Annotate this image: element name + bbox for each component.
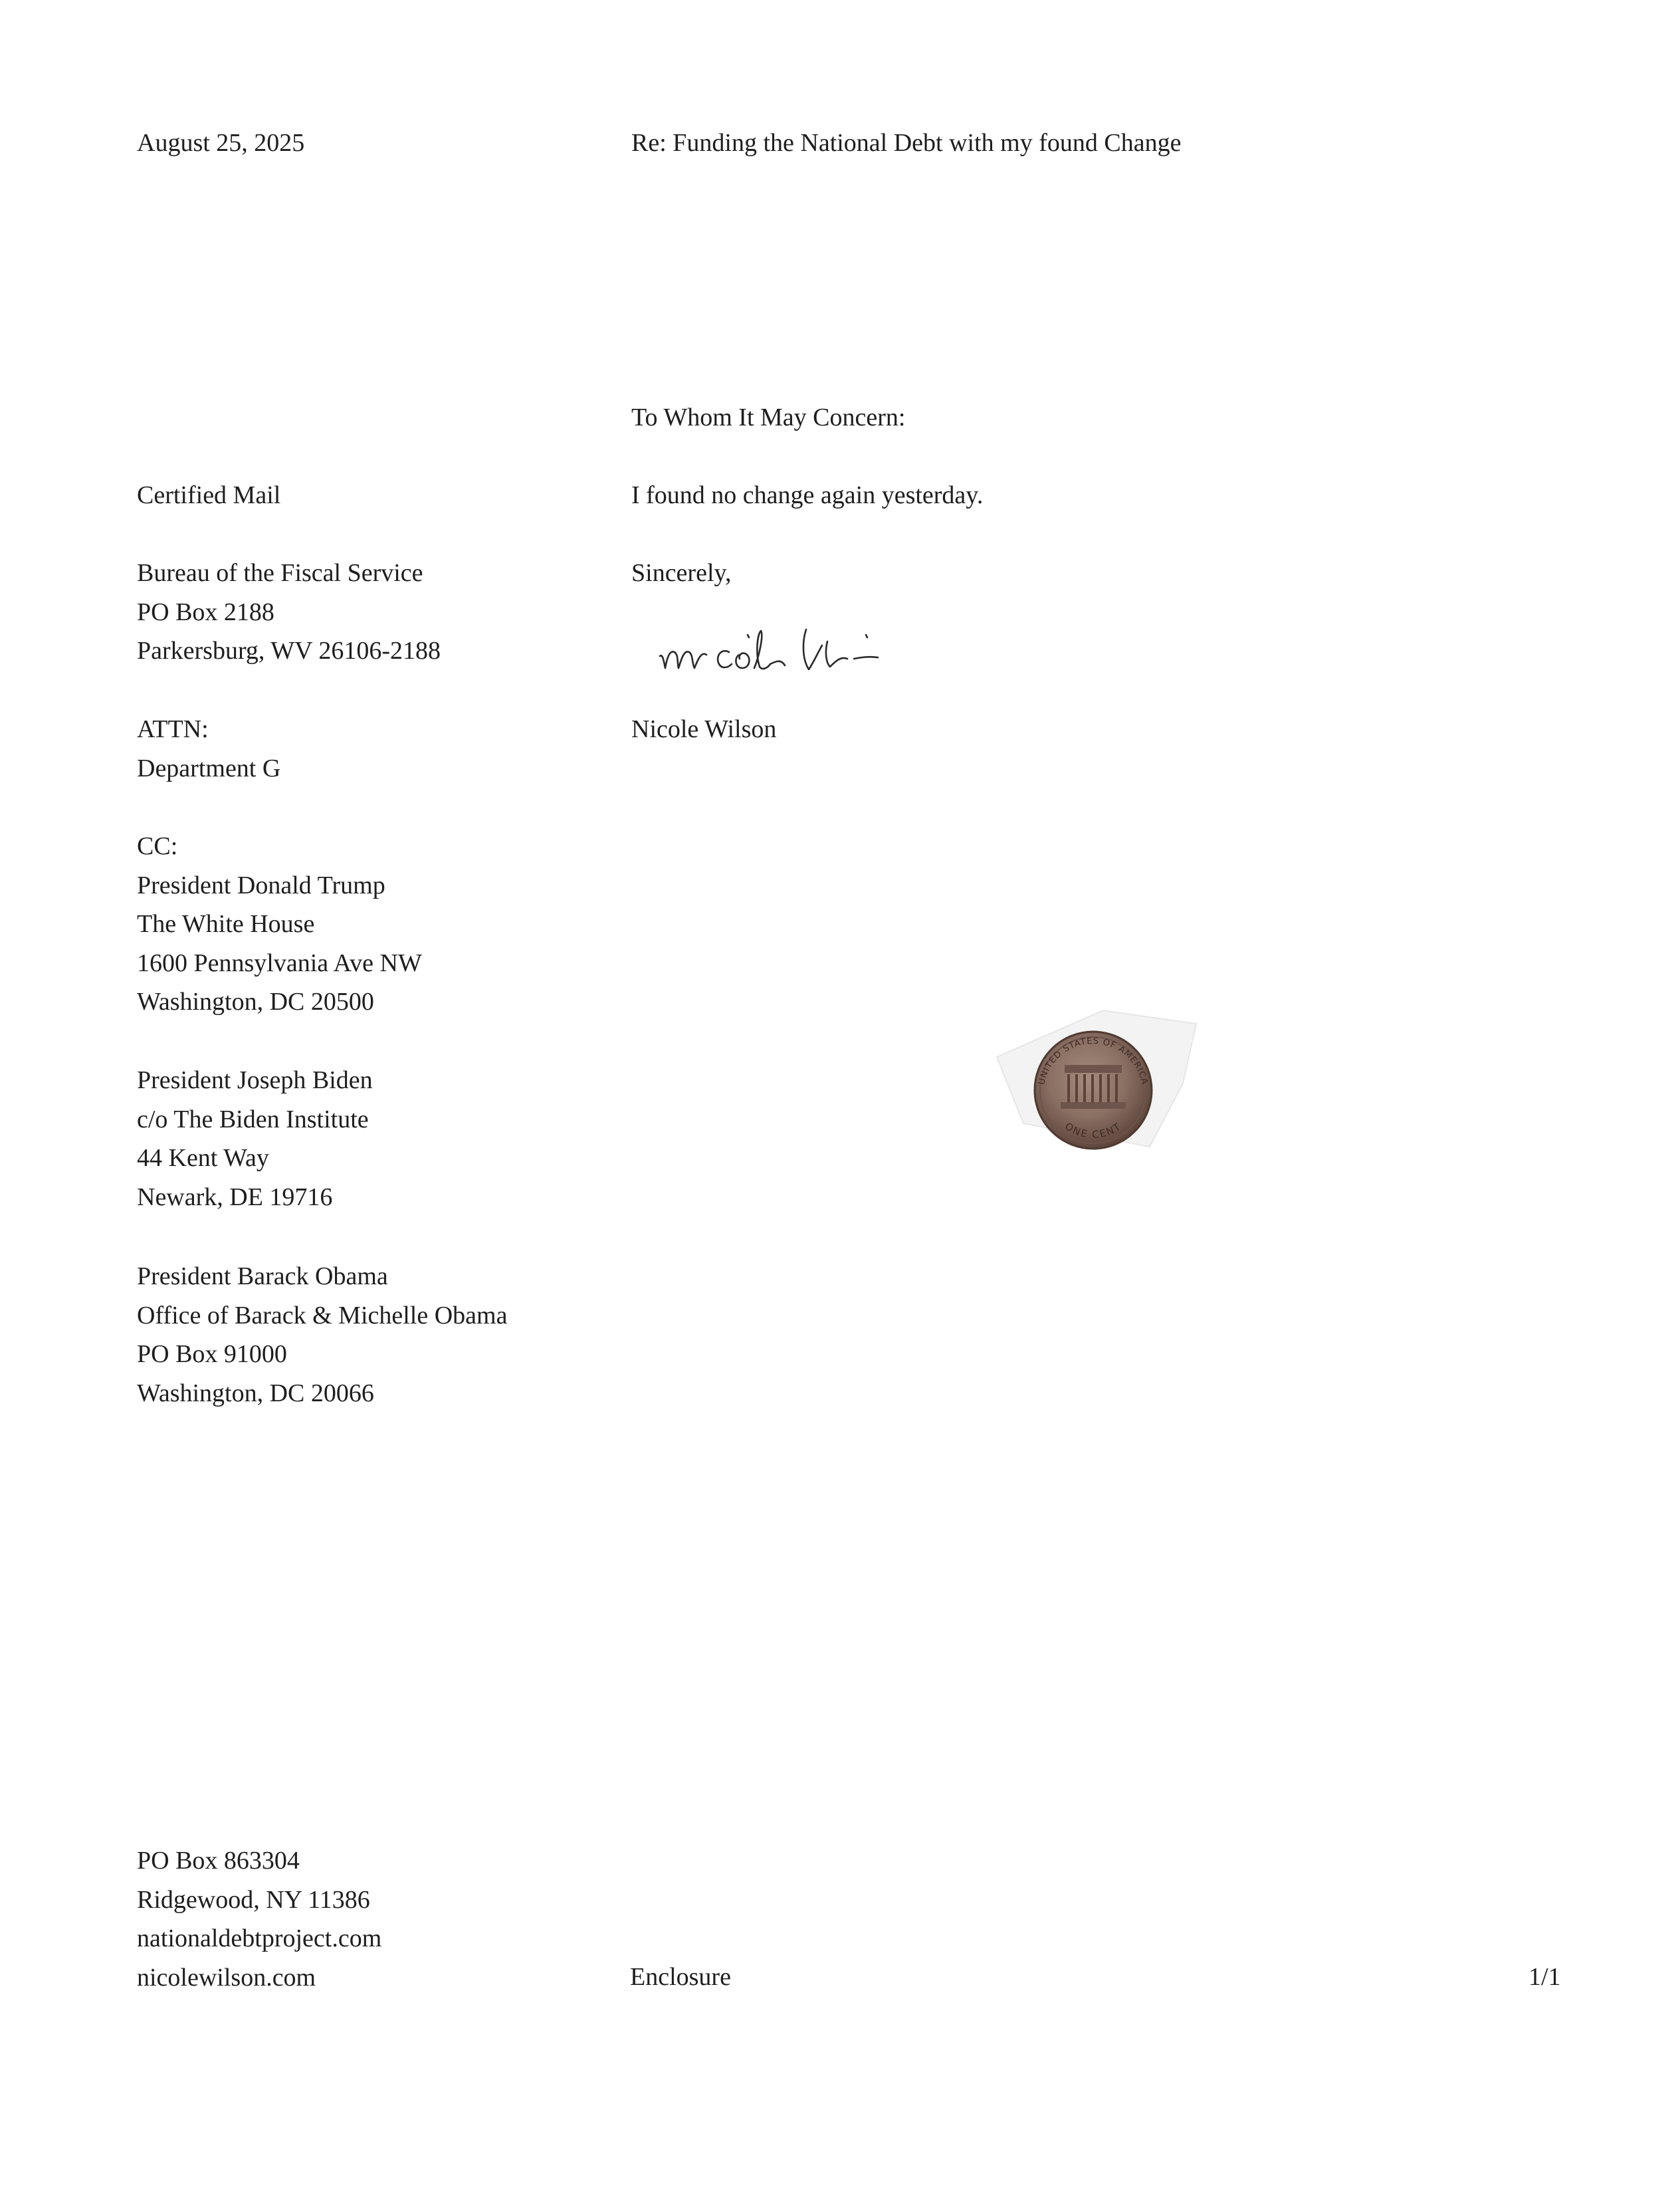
cc-address-line1: The White House xyxy=(137,910,315,938)
sender-po-box: PO Box 863304 xyxy=(137,1847,300,1875)
cc-name: President Barack Obama xyxy=(137,1262,388,1290)
cc-name: President Donald Trump xyxy=(137,871,385,899)
salutation-text: To Whom It May Concern: xyxy=(631,404,906,431)
cc-address-line2: 1600 Pennsylvania Ave NW xyxy=(137,949,422,977)
sender-personal-website-link[interactable]: nicolewilson.com xyxy=(137,1963,316,1992)
cc-address-line2: PO Box 91000 xyxy=(137,1340,287,1368)
cc-address-line3: Washington, DC 20066 xyxy=(137,1379,374,1407)
coin-top-inscription: UNITED STATES OF AMERICA xyxy=(1037,1036,1150,1086)
attention-block xyxy=(137,710,280,788)
letter-body xyxy=(631,476,983,515)
coin-bottom-inscription: ONE CENT xyxy=(1063,1120,1124,1141)
cc-address-line3: Newark, DE 19716 xyxy=(137,1183,333,1211)
cc-address-line1: c/o The Biden Institute xyxy=(137,1105,369,1133)
cc-biden-block xyxy=(137,1061,373,1216)
enclosure-text: Enclosure xyxy=(630,1963,731,1991)
signer-block xyxy=(631,710,776,749)
page-number-text: 1/1 xyxy=(1528,1963,1561,1991)
cc-address-line1: Office of Barack & Michelle Obama xyxy=(137,1301,508,1329)
recipient-address-line1: PO Box 2188 xyxy=(137,598,274,626)
sender-website-link[interactable]: nationaldebtproject.com xyxy=(137,1924,382,1952)
recipient-address-line2: Parkersburg, WV 26106-2188 xyxy=(137,637,441,665)
letter-date xyxy=(137,124,304,163)
sender-city-state-zip: Ridgewood, NY 11386 xyxy=(137,1885,370,1914)
enclosed-coin xyxy=(984,984,1203,1183)
page-number xyxy=(1528,1958,1561,1997)
sender-footer xyxy=(137,1841,381,1997)
delivery-method xyxy=(137,476,280,515)
cc-name: President Joseph Biden xyxy=(137,1066,373,1094)
recipient-name: Bureau of the Fiscal Service xyxy=(137,559,423,587)
cc-trump-block xyxy=(137,827,422,1022)
cc-address-line3: Washington, DC 20500 xyxy=(137,988,374,1016)
body-paragraph: I found no change again yesterday. xyxy=(631,481,984,509)
attn-department: Department G xyxy=(137,754,281,782)
cc-obama-block xyxy=(137,1257,507,1413)
subject-line xyxy=(631,124,1181,163)
handwritten-signature xyxy=(655,615,987,688)
recipient-address xyxy=(137,554,441,671)
closing xyxy=(631,554,732,593)
cc-address-line2: 44 Kent Way xyxy=(137,1144,269,1172)
salutation xyxy=(631,398,905,437)
attn-label: ATTN: xyxy=(137,715,209,743)
closing-text: Sincerely, xyxy=(631,559,732,587)
certified-mail-text: Certified Mail xyxy=(137,481,281,509)
enclosure-notation xyxy=(630,1958,731,1997)
date-text: August 25, 2025 xyxy=(137,129,305,157)
signer-name: Nicole Wilson xyxy=(631,715,777,743)
penny-icon xyxy=(1035,1032,1152,1149)
subject-text: Re: Funding the National Debt with my found Change xyxy=(631,129,1182,157)
cc-label: CC: xyxy=(137,832,178,860)
